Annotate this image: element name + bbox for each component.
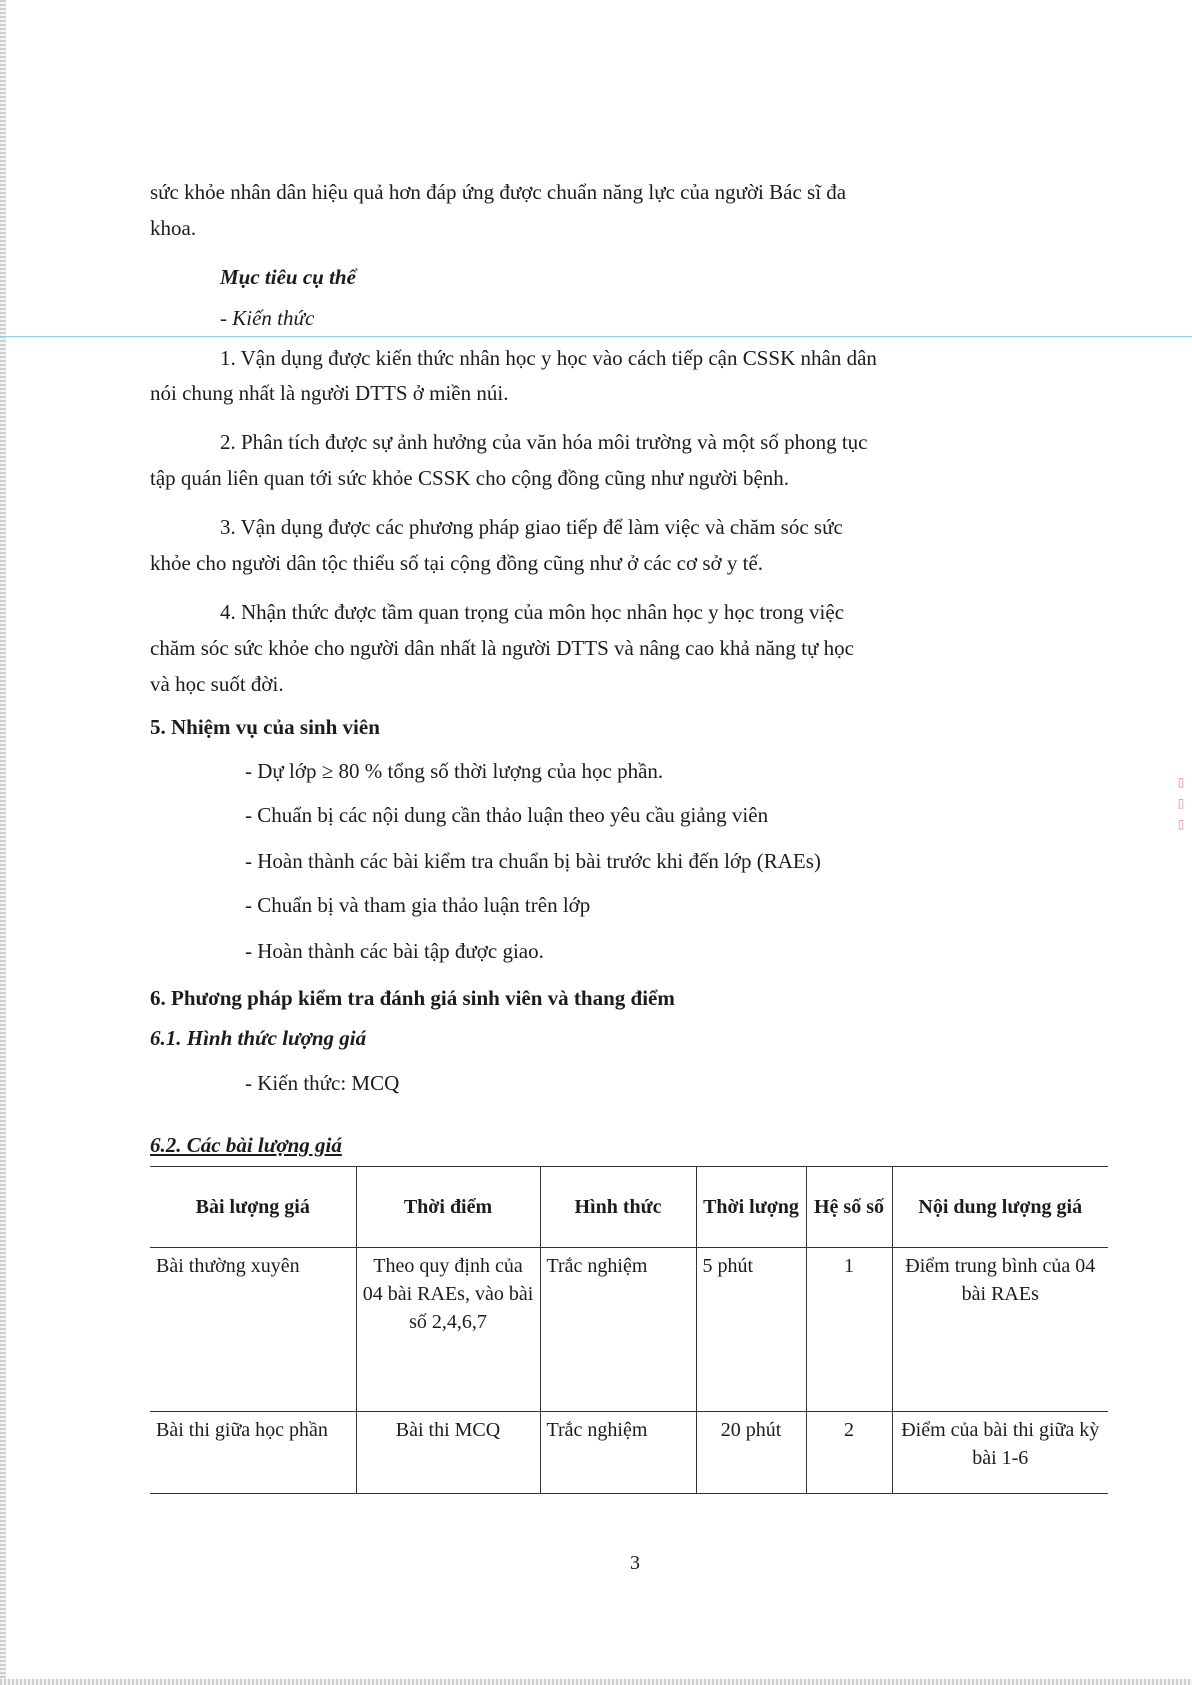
objective-item: nói chung nhất là người DTTS ở miền núi. bbox=[150, 381, 509, 405]
table-cell: Trắc nghiệm bbox=[540, 1412, 696, 1494]
objective-item: và học suốt đời. bbox=[150, 672, 284, 696]
section6-2-heading: 6.2. Các bài lượng giá bbox=[150, 1133, 342, 1157]
table-header-cell: Hình thức bbox=[540, 1167, 696, 1248]
task-item: - Hoàn thành các bài kiểm tra chuẩn bị bài trước khi đến lớp (RAEs) bbox=[245, 849, 821, 873]
intro-line: sức khỏe nhân dân hiệu quả hơn đáp ứng được chuẩn năng lực của người Bác sĩ đa bbox=[150, 180, 847, 204]
table-cell: Điểm của bài thi giữa kỳ bài 1-6 bbox=[892, 1412, 1108, 1494]
section5-heading: 5. Nhiệm vụ của sinh viên bbox=[150, 715, 380, 739]
objective-item: 3. Vận dụng được các phương pháp giao tiếp để làm việc và chăm sóc sức bbox=[220, 515, 843, 539]
table-cell: 5 phút bbox=[696, 1248, 806, 1412]
table-cell: Bài thi giữa học phần bbox=[150, 1412, 356, 1494]
objective-item: khỏe cho người dân tộc thiểu số tại cộng đồng cũng như ở các cơ sở y tế. bbox=[150, 551, 764, 575]
knowledge-heading: - Kiến thức bbox=[220, 306, 315, 330]
objective-item: 4. Nhận thức được tầm quan trọng của môn học nhân học y học trong việc bbox=[220, 600, 845, 624]
table-cell: 20 phút bbox=[696, 1412, 806, 1494]
table-header-cell: Bài lượng giá bbox=[150, 1167, 356, 1248]
table-header-cell: Thời lượng bbox=[696, 1167, 806, 1248]
scan-guide-line bbox=[0, 336, 1192, 337]
table-header-row bbox=[150, 1167, 1108, 1248]
objective-item: tập quán liên quan tới sức khỏe CSSK cho cộng đồng cũng như người bệnh. bbox=[150, 466, 790, 490]
page-number: 3 bbox=[630, 1552, 640, 1574]
objective-item: 2. Phân tích được sự ảnh hưởng của văn hóa môi trường và một số phong tục bbox=[220, 430, 868, 454]
section6-heading: 6. Phương pháp kiểm tra đánh giá sinh viên và thang điểm bbox=[150, 986, 675, 1010]
scan-edge-bottom bbox=[0, 1679, 1192, 1685]
table-header-cell: Hệ số số bbox=[806, 1167, 892, 1248]
objectives-heading: Mục tiêu cụ thể bbox=[220, 265, 356, 289]
table-row bbox=[150, 1412, 1108, 1494]
task-item: - Chuẩn bị các nội dung cần thảo luận theo yêu cầu giảng viên bbox=[245, 803, 769, 827]
assessment-table bbox=[150, 1166, 1108, 1494]
table-header-cell: Nội dung lượng giá bbox=[892, 1167, 1108, 1248]
assessment-form-item: - Kiến thức: MCQ bbox=[245, 1071, 400, 1095]
scan-edge-left bbox=[0, 0, 6, 1685]
table-cell: Bài thường xuyên bbox=[150, 1248, 356, 1412]
table-cell: Điểm trung bình của 04 bài RAEs bbox=[892, 1248, 1108, 1412]
table-row bbox=[150, 1248, 1108, 1412]
table-cell: 2 bbox=[806, 1412, 892, 1494]
task-item: - Chuẩn bị và tham gia thảo luận trên lớp bbox=[245, 893, 591, 917]
objective-item: chăm sóc sức khỏe cho người dân nhất là người DTTS và nâng cao khả năng tự học bbox=[150, 636, 854, 660]
table-cell: Theo quy định của 04 bài RAEs, vào bài số 2,4,6,7 bbox=[356, 1248, 540, 1412]
section6-1-heading: 6.1. Hình thức lượng giá bbox=[150, 1026, 367, 1050]
task-item: - Hoàn thành các bài tập được giao. bbox=[245, 939, 544, 963]
task-item: - Dự lớp ≥ 80 % tổng số thời lượng của học phần. bbox=[245, 759, 664, 783]
table-cell: Trắc nghiệm bbox=[540, 1248, 696, 1412]
table-cell: Bài thi MCQ bbox=[356, 1412, 540, 1494]
intro-line: khoa. bbox=[150, 216, 197, 240]
table-header-cell: Thời điểm bbox=[356, 1167, 540, 1248]
side-stamp: ▯ ▯ ▯ bbox=[1174, 775, 1188, 833]
objective-item: 1. Vận dụng được kiến thức nhân học y học vào cách tiếp cận CSSK nhân dân bbox=[220, 346, 877, 370]
table-cell: 1 bbox=[806, 1248, 892, 1412]
